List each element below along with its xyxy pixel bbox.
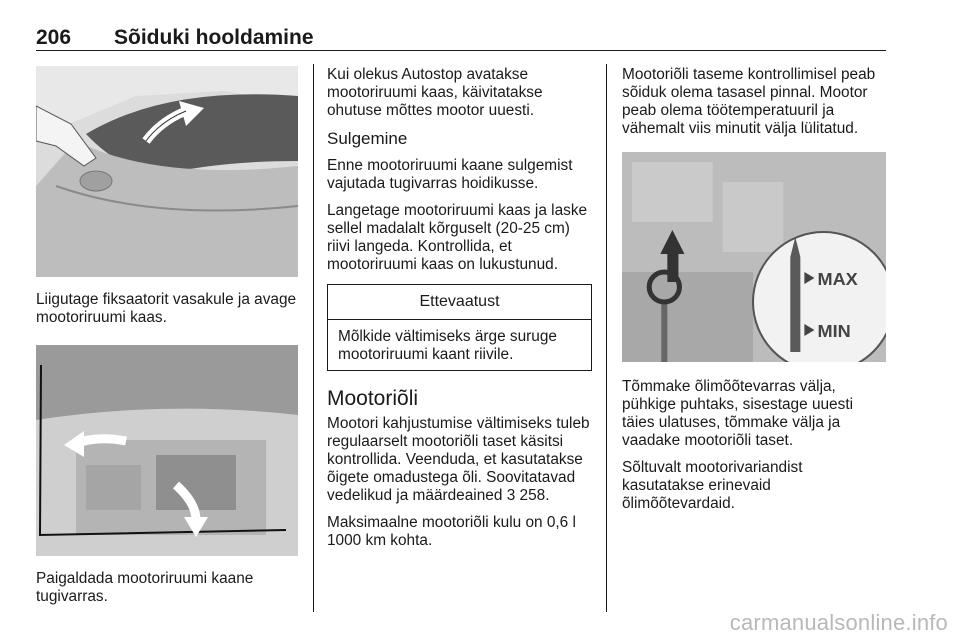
hood-release-illustration bbox=[36, 66, 298, 277]
closing-paragraph-1: Enne mootoriruumi kaane sulgemist vajutada tugivarras hoidikusse. bbox=[327, 157, 573, 192]
oil-paragraph-1 bbox=[327, 415, 592, 505]
column-3 bbox=[622, 66, 886, 522]
caution-title: Ettevaatust bbox=[328, 285, 591, 320]
page-reference-icon: 3 bbox=[506, 487, 516, 504]
page-reference[interactable]: 258. bbox=[515, 487, 550, 504]
caption-support-rod: Paigaldada mootoriruumi kaane tugivarras. bbox=[36, 570, 254, 605]
autostop-paragraph: Kui olekus Autostop avatakse mootoriruumi kaas, käivitatakse ohutuse mõttes mootor uuesti. bbox=[327, 66, 543, 119]
oil-check-paragraph: Mootoriõli taseme kontrollimisel peab sõiduk olema tasasel pinnal. Mootor peab olema töötemperatuuril ja vähemalt viis minutit välja lülitatud. bbox=[622, 66, 876, 137]
caution-box bbox=[327, 284, 592, 371]
closing-paragraph-2: Langetage mootoriruumi kaas ja laske sellel madalalt kõrguselt (20-25 cm) riivi langeda. Kontrollida, et mootoriruumi kaas on lukustunud. bbox=[327, 202, 588, 273]
dipstick-max-label: MAX bbox=[817, 269, 858, 289]
header-rule bbox=[36, 50, 886, 51]
column-1 bbox=[36, 66, 298, 615]
column-2 bbox=[327, 66, 592, 559]
closing-heading: Sulgemine bbox=[327, 129, 408, 148]
watermark: carmanualsonline.info bbox=[729, 610, 948, 635]
page-number: 206 bbox=[36, 26, 72, 49]
engine-oil-heading: Mootoriõli bbox=[327, 387, 419, 410]
dipstick-illustration bbox=[622, 152, 886, 362]
oil-paragraph-1-text: Mootori kahjustumise vältimiseks tuleb regulaarselt mootoriõli taset käsitsi kontrollida. Veenduda, et kasutatakse õigete omadustega õli. Soovitatavad vedelikud ja määrdeained bbox=[327, 415, 590, 504]
column-divider-2 bbox=[606, 64, 607, 612]
column-divider-1 bbox=[313, 64, 314, 612]
oil-paragraph-2: Maksimaalne mootoriõli kulu on 0,6 l 1000 km kohta. bbox=[327, 514, 576, 549]
dipstick-paragraph: Tõmmake õlimõõtevarras välja, pühkige puhtaks, sisestage uuesti täies ulatuses, tõmmake välja ja vaadake mootoriõli taset. bbox=[622, 378, 854, 449]
variant-paragraph: Sõltuvalt mootorivariandist kasutatakse erinevaid õlimõõtevardaid. bbox=[622, 459, 803, 512]
page-header bbox=[36, 26, 886, 50]
page-title: Sõiduki hooldamine bbox=[114, 26, 314, 49]
caption-open-hood: Liigutage fiksaatorit vasakule ja avage mootoriruumi kaas. bbox=[36, 291, 297, 326]
caution-body bbox=[328, 320, 591, 370]
dipstick-min-label: MIN bbox=[817, 321, 851, 341]
support-rod-illustration bbox=[36, 345, 298, 556]
caution-text: Mõlkide vältimiseks ärge suruge mootoriruumi kaant riivile. bbox=[338, 328, 557, 363]
